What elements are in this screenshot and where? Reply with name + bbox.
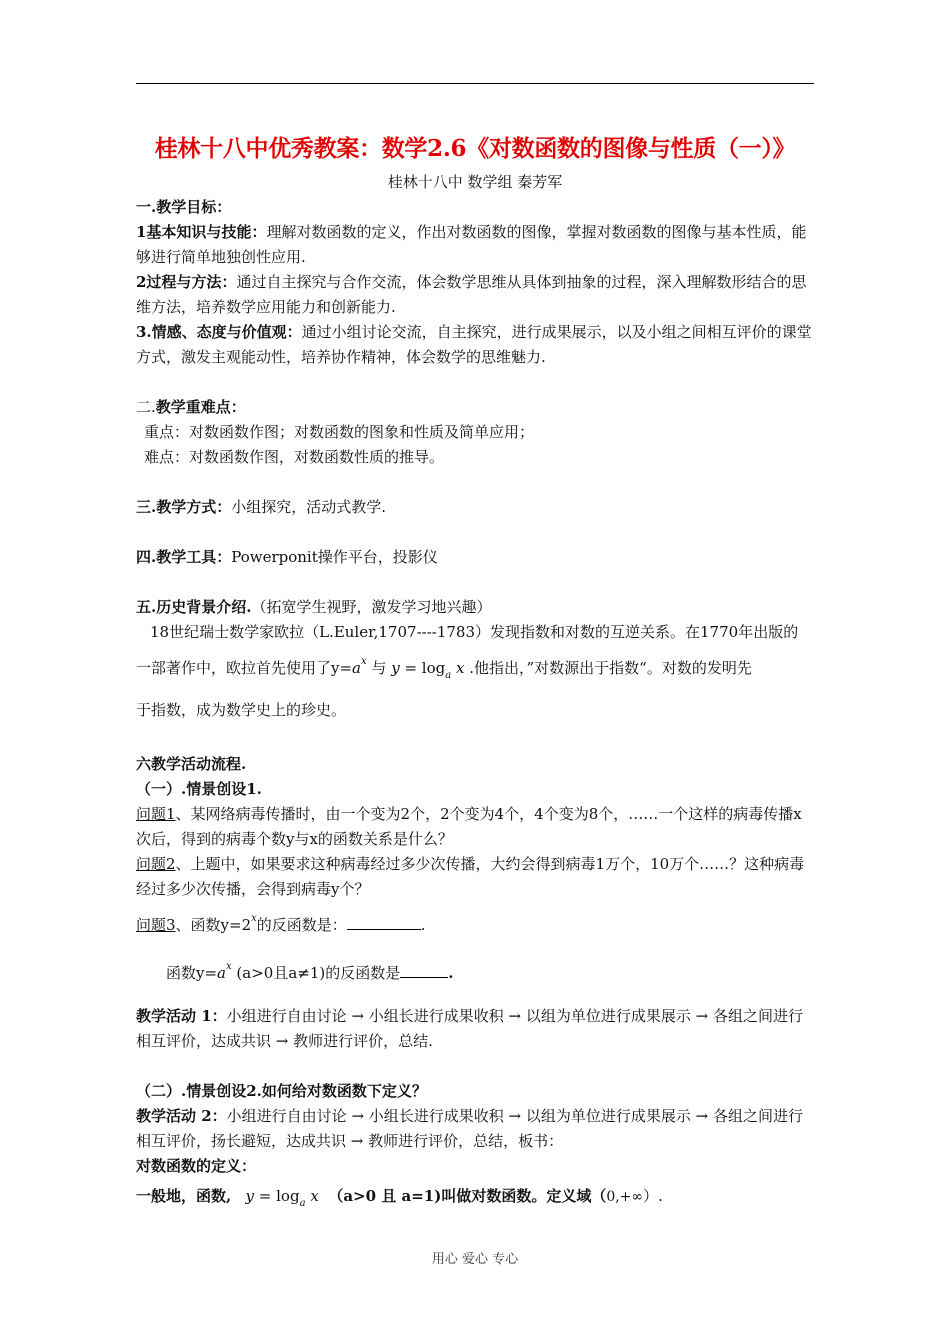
answer-blank-1 — [347, 915, 421, 930]
activity-1: 教学活动 1：小组进行自由讨论 → 小组长进行成果收积 → 以组为单位进行成果展示 → 各组之间进行相互评价，达成共识 → 教师进行评价，总结. — [136, 1007, 803, 1050]
formula-a-pow-x: $a^x$ — [352, 656, 367, 677]
section-1-paragraph-1: 1基本知识与技能：理解对数函数的定义，作出对数函数的图像，掌握对数函数的图像与基本性质，能够进行简单地独创性应用. — [136, 223, 807, 266]
domain-value: 0,+∞ — [606, 1189, 644, 1205]
section-1-paragraph-2: 2过程与方法：通过自主探究与合作交流，体会数学思维从具体到抽象的过程，深入理解数形结合的思维方法，培养数学应用能力和创新能力. — [136, 273, 807, 316]
document-title: 桂林十八中优秀教案：数学2.6《对数函数的图像与性质（一）》 — [154, 135, 796, 162]
question-3: 问题3、函数$y=2^x$的反函数是： . — [136, 913, 426, 934]
section-3: 三.教学方式：小组探究，活动式教学. — [136, 498, 387, 516]
formula-log-a-x: y — [391, 659, 400, 677]
definition-heading: 对数函数的定义： — [136, 1157, 257, 1175]
formula-2-pow-x: 2$^x$ — [241, 913, 257, 934]
question-4: 函数$y=a^x$ (a>0且a≠1)的反函数是 . — [166, 961, 454, 982]
history-line-3: 于指数，成为数学史上的珍史。 — [136, 701, 347, 719]
section-1-heading: 一.教学目标： — [136, 198, 232, 216]
history-line-1: 18世纪瑞士数学家欧拉（L.Euler,1707----1783）发现指数和对数的互逆关系。在1770年出版的 — [150, 623, 799, 641]
definition-text: 一般地，函数, $y = \log_a x$ （a>0 且 a=1)叫做对数函数。定义域（0,+∞）. — [136, 1187, 663, 1209]
activity-2: 教学活动 2：小组进行自由讨论 → 小组长进行成果收积 → 以组为单位进行成果展示 → 各组之间进行相互评价，扬长避短，达成共识 → 教师进行评价，总结，板书： — [136, 1107, 803, 1150]
difficult-points: 难点：对数函数作图，对数函数性质的推导。 — [144, 448, 445, 466]
section-4: 四.教学工具：Powerponit操作平台，投影仪 — [136, 548, 438, 566]
author-line: 桂林十八中 数学组 秦芳军 — [387, 173, 563, 191]
answer-blank-2 — [400, 963, 448, 978]
section-6-heading: 六教学活动流程. — [136, 755, 247, 773]
formula-log-definition: y — [245, 1187, 255, 1205]
section-5-heading: 五.历史背景介绍.（拓宽学生视野，激发学习地兴趣） — [136, 598, 492, 616]
subsection-1-heading: （一）.情景创设1. — [136, 780, 262, 798]
subsection-2-heading: （二）.情景创设2.如何给对数函数下定义？ — [136, 1082, 427, 1100]
section-2-heading: 二.教学重难点： — [136, 398, 246, 416]
formula-a-pow-x-2: $a^x$ — [217, 961, 232, 982]
section-1-paragraph-3: 3.情感、态度与价值观：通过小组讨论交流，自主探究，进行成果展示，以及小组之间相互评价的课堂方式，激发主观能动性，培养协作精神，体会数学的思维魅力. — [136, 323, 812, 366]
key-points: 重点：对数函数作图；对数函数的图象和性质及简单应用； — [144, 423, 535, 441]
question-1: 问题1、某网络病毒传播时，由一个变为2个，2个变为4个，4个变为8个，……一个这样的病毒传播x次后，得到的病毒个数y与x的函数关系是什么？ — [136, 805, 802, 848]
page-footer: 用心 爱心 专心 — [431, 1252, 519, 1267]
document-body — [136, 132, 814, 1221]
question-2: 问题2、上题中，如果要求这种病毒经过多少次传播，大约会得到病毒1万个，10万个……？这种病毒经过多少次传播，会得到病毒y个？ — [136, 855, 805, 898]
header-rule — [136, 83, 814, 84]
history-line-2: 一部著作中，欧拉首先使用了$y=a^x$ 与 $y = \log_a x$ .他指出，”对数源出于指数“。对数的发明先 — [136, 656, 752, 681]
